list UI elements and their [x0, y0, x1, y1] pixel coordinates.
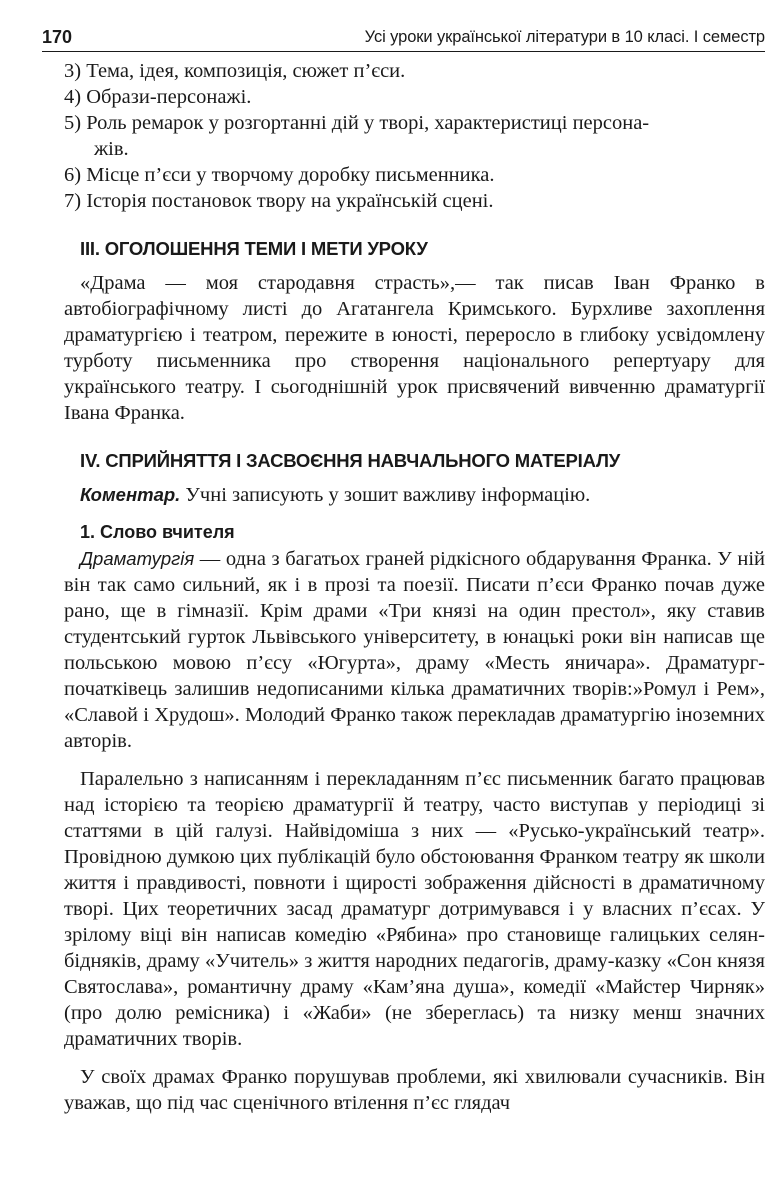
subsection-heading: 1. Слово вчителя	[80, 522, 235, 542]
running-header	[42, 26, 765, 52]
list-item: 5) Роль ремарок у розгортанні дій у творі, характеристиці персона-	[64, 112, 650, 134]
body-paragraph: Паралельно з написанням і перекладанням п’єс письменник багато працював над історією та теорією драматургії й театру, часто виступав у періодиці зі статтями в цій галузі. Найвідоміша з них — «Русько-український театр». Провідною думкою цих публікацій було обстоювання Франком театру як школи життя і правдивості, повноти і щирості зображення дійсності в драматичному творі. Цих теоретичних засад драматург дотримувався і у власних п’єсах. У зрілому віці він написав комедію «Рябина» про становище галицьких селян-бідняків, драму «Учитель» з життя народних педагогів, драму-казку «Сон князя Святослава», романтичну драму «Кам’яна душа», комедії «Майстер Чирняк» (про долю ремісника) і «Жаби» (не збереглась) та низку менш значних драматичних творів.	[64, 768, 765, 1050]
lesson-plan-list	[64, 58, 765, 214]
body-paragraph	[64, 546, 765, 754]
body-paragraph: У своїх драмах Франко порушував проблеми, які хвилювали сучасників. Він уважав, що під час сценічного втілення п’єс глядач	[64, 1066, 765, 1114]
comment-line	[80, 482, 765, 508]
paragraph-text: — одна з багатьох граней рідкісного обдарування Франка. У ній він так само сильний, як і в прозі та поезії. Писати п’єси Франко почав дуже рано, ще в гімназії. Крім драми «Три князі на один престол», яку ставив студентський гурток Львівського університету, в юнацькі роки він написав ще польською мовою п’єсу «Югурта», драму «Месть яничара». Драматург-початківець залишив недописаними кілька драматичних творів:»Ромул і Рем», «Славой і Хрудош». Молодий Франко також перекладав драматургію іноземних авторів.	[64, 548, 765, 752]
section-paragraph: «Драма — моя стародавня страсть»,— так писав Іван Франко в автобіографічному листі до Агатангела Кримського. Бурхливе захоплення драматургією і театром, пережите в юності, переросло в глибоку усвідомлену турботу письменника про створення національного репертуару для українського театру. І сьогоднішній урок присвячений вивченню драматургії Івана Франка.	[64, 272, 765, 424]
comment-text: Учні записують у зошит важливу інформацію.	[180, 484, 591, 506]
list-item: 4) Образи-персонажі.	[64, 86, 252, 108]
term-italic: Драматургія	[80, 548, 195, 569]
book-title: Усі уроки української літератури в 10 класі. І семестр	[364, 28, 765, 46]
section-heading-perception: IV. СПРИЙНЯТТЯ І ЗАСВОЄННЯ НАВЧАЛЬНОГО МАТЕРІАЛУ	[80, 450, 621, 471]
list-item-continuation: жів.	[94, 138, 129, 160]
list-item: 7) Історія постановок твору на українській сцені.	[64, 190, 494, 212]
list-item: 3) Тема, ідея, композиція, сюжет п’єси.	[64, 60, 406, 82]
page-number: 170	[42, 27, 73, 47]
comment-label: Коментар.	[80, 484, 181, 505]
section-heading-announcement: ІІІ. ОГОЛОШЕННЯ ТЕМИ І МЕТИ УРОКУ	[80, 238, 428, 259]
list-item: 6) Місце п’єси у творчому доробку письменника.	[64, 164, 495, 186]
